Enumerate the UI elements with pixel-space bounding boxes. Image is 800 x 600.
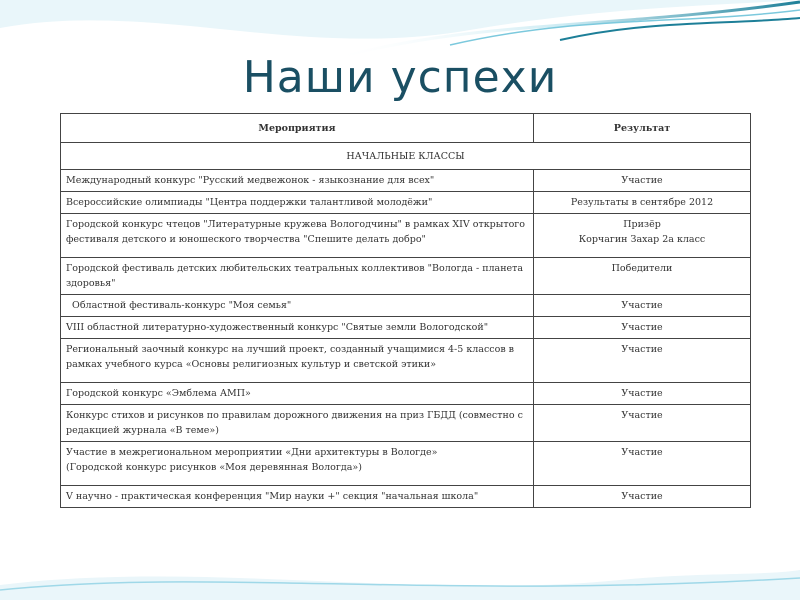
- result-text: Результаты в сентябре 2012: [570, 197, 714, 208]
- event-cell: [61, 405, 534, 442]
- event-cell: [61, 192, 534, 214]
- result-cell: [534, 192, 751, 214]
- event-text: V научно - практическая конференция "Мир науки +" секция "начальная школа": [66, 491, 479, 502]
- event-text: Конкурс стихов и рисунков по правилам дорожного движения на приз ГБДД (совместно с редакцией журнала «В теме»): [66, 410, 526, 436]
- result-text: Участие: [621, 300, 663, 311]
- table-row: [61, 486, 751, 508]
- event-cell: [61, 442, 534, 486]
- result-text: Участие: [621, 447, 663, 458]
- table-row: [61, 258, 751, 295]
- table-row: [61, 339, 751, 383]
- page-title: Наши успехи: [242, 52, 558, 103]
- result-cell: [534, 258, 751, 295]
- section-row: [61, 143, 751, 170]
- event-text: Областной фестиваль-конкурс "Моя семья": [66, 300, 292, 311]
- result-cell: [534, 486, 751, 508]
- result-text: Победители: [611, 263, 673, 274]
- event-text: Региональный заочный конкурс на лучший проект, созданный учащимися 4-5 классов в рамках учебного курса «Основы религиозных культур и светской этики»: [66, 344, 518, 370]
- results-table: [60, 113, 751, 508]
- event-text: Всероссийские олимпиады "Центра поддержки талантливой молодёжи": [66, 197, 433, 208]
- event-text: Городской конкурс чтецов "Литературные кружева Вологодчины" в рамках XIV открытого фестиваля детского и юношеского творчества "Спешите делать добро": [66, 219, 529, 245]
- event-cell: [61, 258, 534, 295]
- section-label: НАЧАЛЬНЫЕ КЛАССЫ: [61, 143, 751, 170]
- result-cell: [534, 317, 751, 339]
- event-cell: [61, 383, 534, 405]
- table-row: [61, 170, 751, 192]
- event-cell: [61, 339, 534, 383]
- table-row: [61, 192, 751, 214]
- result-text: Участие: [621, 344, 663, 355]
- result-cell: [534, 170, 751, 192]
- event-cell: [61, 170, 534, 192]
- result-text: Призёр: [623, 219, 661, 230]
- event-text: (Городской конкурс рисунков «Моя деревянная Вологда»): [66, 462, 362, 473]
- result-cell: [534, 442, 751, 486]
- event-text: Городской конкурс «Эмблема АМП»: [66, 388, 251, 399]
- result-text: Корчагин Захар 2а класс: [578, 234, 706, 245]
- result-cell: [534, 295, 751, 317]
- event-cell: [61, 214, 534, 258]
- header-events: Мероприятия: [61, 114, 534, 143]
- result-cell: [534, 214, 751, 258]
- table-header-row: [61, 114, 751, 143]
- table-row: [61, 317, 751, 339]
- event-cell: [61, 317, 534, 339]
- event-cell: [61, 295, 534, 317]
- event-text: Городской фестиваль детских любительских театральных коллективов "Вологда - планета здоровья": [66, 263, 527, 289]
- result-text: Участие: [621, 491, 663, 502]
- table-row: [61, 405, 751, 442]
- event-cell: [61, 486, 534, 508]
- table-row: [61, 214, 751, 258]
- result-text: Участие: [621, 322, 663, 333]
- table-row: [61, 383, 751, 405]
- table-row: [61, 442, 751, 486]
- event-text: Международный конкурс "Русский медвежонок - языкознание для всех": [66, 175, 435, 186]
- header-result: Результат: [534, 114, 751, 143]
- table-row: [61, 295, 751, 317]
- result-text: Участие: [621, 410, 663, 421]
- result-cell: [534, 405, 751, 442]
- result-text: Участие: [621, 388, 663, 399]
- result-text: Участие: [621, 175, 663, 186]
- event-text: VIII областной литературно-художественный конкурс "Святые земли Вологодской": [66, 322, 489, 333]
- event-text: Участие в межрегиональном мероприятии «Дни архитектуры в Вологде»: [66, 447, 438, 458]
- result-cell: [534, 383, 751, 405]
- result-cell: [534, 339, 751, 383]
